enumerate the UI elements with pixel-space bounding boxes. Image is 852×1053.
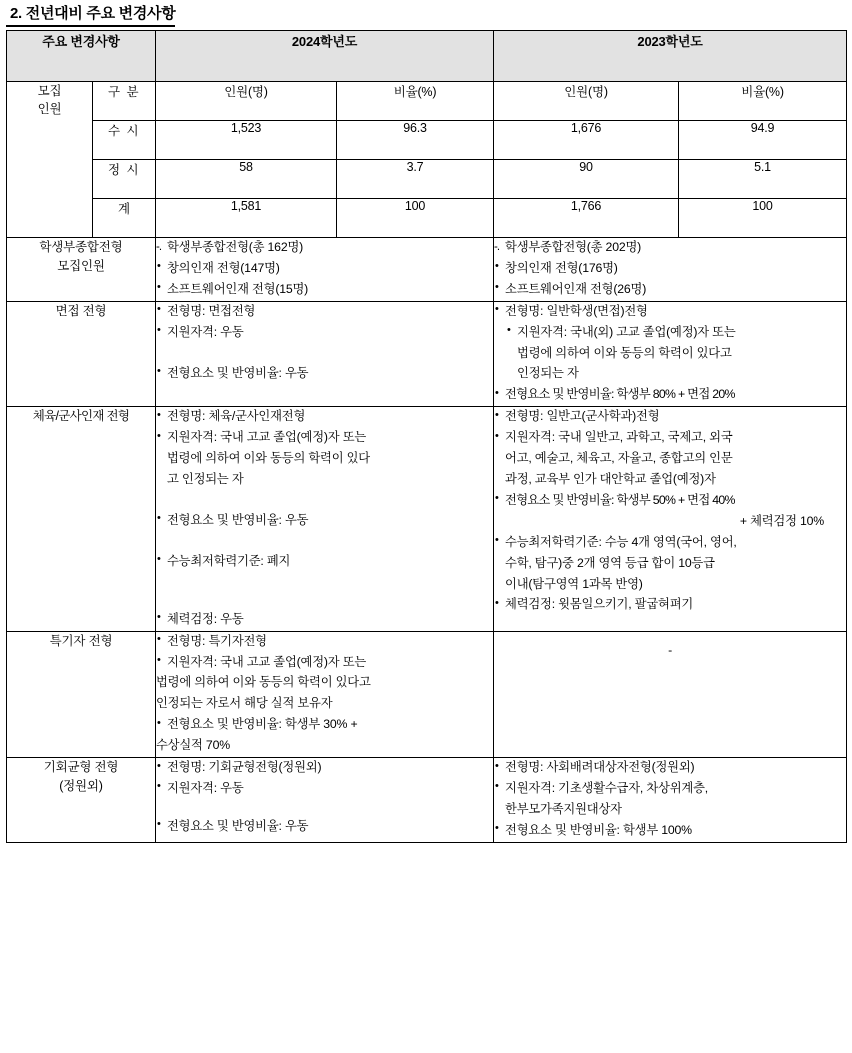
cheyuk-2024-cell — [156, 407, 494, 631]
list-item-cont: 법령에 의하여 이와 동등의 학력이 있다 — [167, 451, 370, 466]
gihoegyunhyeong-2024-cell — [156, 758, 494, 843]
list-item: • 창의인재 전형(147명) — [156, 259, 493, 279]
list-item: • 전형명: 사회배려대상자전형(정원외) — [494, 758, 846, 778]
list-item-cont: 고 인정되는 자 — [167, 471, 244, 486]
section-label-haksaengbu — [7, 238, 156, 302]
row-label-jeongsi: 정 시 — [93, 160, 156, 199]
section-label-teukgija — [7, 631, 156, 757]
list-item: • 체력검정: 윗몸일으키기, 팔굽혀펴기 — [494, 595, 846, 615]
list-item-cont: 한부모가족지원대상자 — [505, 801, 622, 816]
subheader-ratio-2023: 비율(%) — [679, 82, 847, 121]
section-label-line1: 면접 전형 — [55, 303, 107, 318]
gihoegyunhyeong-2024-list — [156, 758, 493, 837]
list-item-cont: 인정되는 자 — [517, 366, 579, 381]
list-item: • 전형명: 일반학생(면접)전형 — [494, 302, 846, 322]
section-label-gihoegyunhyeong — [7, 758, 156, 843]
subheader-category: 구 분 — [93, 82, 156, 121]
cheyuk-2023-cell — [494, 407, 847, 631]
haksaengbu-2023-cell — [494, 238, 847, 302]
haksaengbu-2024-list — [156, 238, 493, 300]
list-spacer — [156, 573, 493, 609]
total-count-2024: 1,581 — [156, 199, 337, 238]
teukgija-2023-cell: - — [494, 631, 847, 757]
list-item: • 지원자격: 국내 고교 졸업(예정)자 또는 — [156, 653, 493, 673]
list-spacer — [156, 532, 493, 551]
jeongsi-count-2024: 58 — [156, 160, 337, 199]
list-item: • 지원자격: 국내(외) 고교 졸업(예정)자 또는 — [494, 323, 846, 343]
list-item: • 소프트웨어인재 전형(26명) — [494, 280, 846, 300]
subheader-count-2024: 인원(명) — [156, 82, 337, 121]
table-row-cheyuk — [7, 407, 847, 631]
list-item: • 전형요소 및 반영비율: 우동 — [156, 364, 493, 384]
recruitment-label-line1: 모집 — [37, 84, 62, 98]
row-label-total: 계 — [93, 199, 156, 238]
section-label-line2: 모집인원 — [57, 259, 105, 274]
section-label-cheyuk — [7, 407, 156, 631]
teukgija-2024-cell — [156, 631, 494, 757]
list-spacer — [156, 491, 493, 510]
list-item: • 전형명: 기회균형전형(정원외) — [156, 758, 493, 778]
section-label-line2: (정원외) — [59, 779, 103, 794]
subheader-count-2023: 인원(명) — [494, 82, 679, 121]
list-spacer — [156, 800, 493, 816]
list-item: • 전형요소 및 반영비율: 학생부 80% + 면접 20% — [494, 385, 846, 405]
jeongsi-count-2023: 90 — [494, 160, 679, 199]
susi-ratio-2023: 94.9 — [679, 121, 847, 160]
gihoegyunhyeong-2023-list — [494, 758, 846, 841]
susi-count-2023: 1,676 — [494, 121, 679, 160]
list-item: • 지원자격: 우동 — [156, 779, 493, 799]
row-label-susi: 수 시 — [93, 121, 156, 160]
list-item: • 지원자격: 우동 — [156, 323, 493, 343]
teukgija-2024-list — [156, 632, 493, 756]
list-item: -. 학생부종합전형(총 202명) — [494, 238, 846, 258]
cheyuk-2023-list — [494, 407, 846, 615]
page-title: 2. 전년대비 주요 변경사항 — [6, 0, 175, 27]
changes-comparison-table — [6, 30, 847, 843]
list-item: • 체력검정: 우동 — [156, 610, 493, 630]
list-item-cont: + 체력검정 10% — [739, 513, 825, 528]
susi-ratio-2024: 96.3 — [337, 121, 494, 160]
list-item: • 전형요소 및 반영비율: 우동 — [156, 817, 493, 837]
jeongsi-ratio-2024: 3.7 — [337, 160, 494, 199]
table-row-total — [7, 199, 847, 238]
list-item-cont: 수학, 탐구)중 2개 영역 등급 합이 10등급 — [505, 555, 715, 570]
myeonjeop-2023-cell — [494, 301, 847, 407]
myeonjeop-2024-cell — [156, 301, 494, 407]
table-row-jeongsi — [7, 160, 847, 199]
cheyuk-2024-list — [156, 407, 493, 629]
list-item: • 수능최저학력기준: 수능 4개 영역(국어, 영어, — [494, 533, 846, 553]
section-label-line1: 학생부종합전형 — [39, 240, 123, 254]
list-item: • 지원자격: 기초생활수급자, 차상위계층, — [494, 779, 846, 799]
list-item: • 창의인재 전형(176명) — [494, 259, 846, 279]
list-item: • 수능최저학력기준: 폐지 — [156, 552, 493, 572]
list-item: • 지원자격: 국내 고교 졸업(예정)자 또는 — [156, 428, 493, 448]
list-item: • 전형요소 및 반영비율: 학생부 100% — [494, 821, 846, 841]
section-label-line1: 체육/군사인재 전형 — [32, 409, 130, 424]
row-group-recruitment-label — [7, 82, 93, 238]
list-item-cont: 법령에 의하여 이와 동등의 학력이 있다고 — [156, 675, 371, 690]
table-row-haksaengbu — [7, 238, 847, 302]
total-ratio-2024: 100 — [337, 199, 494, 238]
list-item: • 전형명: 특기자전형 — [156, 632, 493, 652]
list-item-cont: 인정되는 자로서 해당 실적 보유자 — [156, 696, 333, 711]
list-item: • 전형명: 면접전형 — [156, 302, 493, 322]
section-label-line1: 특기자 전형 — [49, 633, 113, 648]
list-item-cont: 수상실적 70% — [156, 738, 230, 753]
myeonjeop-2023-list — [494, 302, 846, 406]
list-item: • 전형명: 일반고(군사학과)전형 — [494, 407, 846, 427]
table-row-susi — [7, 121, 847, 160]
table-header-row — [7, 31, 847, 82]
list-item: • 전형요소 및 반영비율: 우동 — [156, 511, 493, 531]
recruitment-label-line2: 인원 — [37, 102, 62, 117]
total-ratio-2023: 100 — [679, 199, 847, 238]
list-item-cont: 이내(탐구영역 1과목 반영) — [505, 576, 643, 591]
header-year-2023: 2023학년도 — [494, 31, 847, 82]
haksaengbu-2023-list — [494, 238, 846, 300]
list-item: • 전형명: 체육/군사인재전형 — [156, 407, 493, 427]
header-year-2024: 2024학년도 — [156, 31, 494, 82]
table-subheader-row — [7, 82, 847, 121]
jeongsi-ratio-2023: 5.1 — [679, 160, 847, 199]
page-title-row — [6, 0, 846, 30]
susi-count-2024: 1,523 — [156, 121, 337, 160]
subheader-ratio-2024: 비율(%) — [337, 82, 494, 121]
list-item: • 전형요소 및 반영비율: 학생부 30% + — [156, 715, 493, 735]
list-item: -. 학생부종합전형(총 162명) — [156, 238, 493, 258]
table-row-gihoegyunhyeong — [7, 758, 847, 843]
section-label-myeonjeop — [7, 301, 156, 407]
list-item-cont: 어고, 예술고, 체육고, 자율고, 종합고의 인문 — [505, 451, 733, 466]
list-item: • 지원자격: 국내 일반고, 과학고, 국제고, 외국 — [494, 428, 846, 448]
table-row-myeonjeop — [7, 301, 847, 407]
list-item-cont: 법령에 의하여 이와 동등의 학력이 있다고 — [517, 345, 732, 360]
myeonjeop-2024-list — [156, 302, 493, 384]
table-row-teukgija — [7, 631, 847, 757]
list-item: • 소프트웨어인재 전형(15명) — [156, 280, 493, 300]
haksaengbu-2024-cell — [156, 238, 494, 302]
gihoegyunhyeong-2023-cell — [494, 758, 847, 843]
header-main-label: 주요 변경사항 — [7, 31, 156, 82]
list-spacer — [156, 344, 493, 363]
list-item: • 전형요소 및 반영비율: 학생부 50% + 면접 40% — [494, 491, 846, 511]
section-label-line1: 기회균형 전형 — [43, 760, 119, 775]
total-count-2023: 1,766 — [494, 199, 679, 238]
list-item-cont: 과정, 교육부 인가 대안학교 졸업(예정)자 — [505, 471, 716, 486]
